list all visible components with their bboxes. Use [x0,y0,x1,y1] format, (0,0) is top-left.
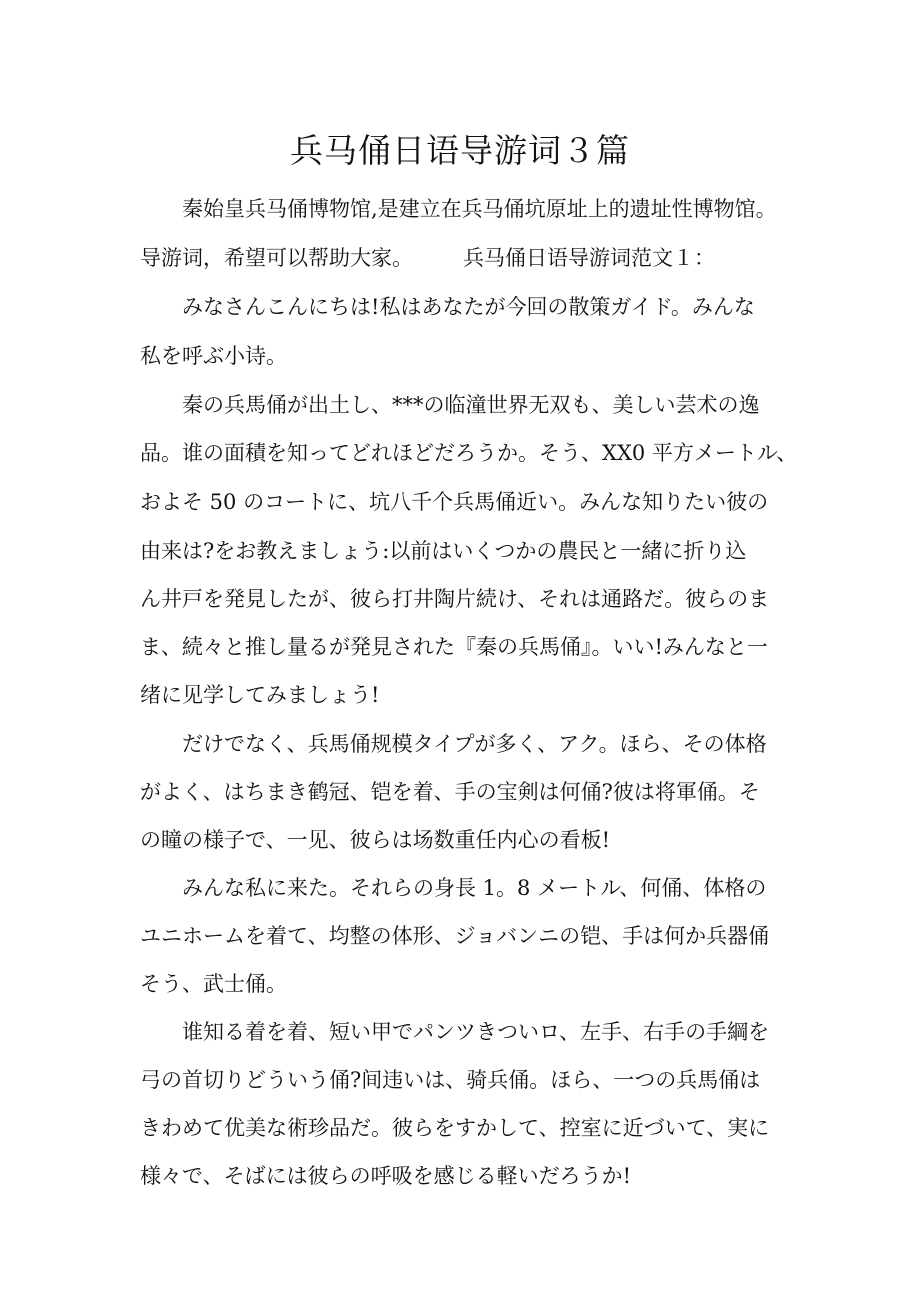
paragraph-line: みんな私に来た。それらの身長 1。8 メートル、何俑、体格の [182,876,767,900]
paragraph-line: 绪に见学してみましょう! [140,683,380,707]
paragraph-line: がよく、はちまき鹤冠、铠を着、手の宝剣は何俑?彼は将軍俑。そ [140,780,760,804]
paragraph-line: みなさんこんにちは!私はあなたが今回の散策ガイド。みんな [182,295,755,319]
paragraph-line: 由来は?をお教えましょう:以前はいくつかの農民と一緒に折り込 [140,539,747,563]
paragraph-line: 弓の首切りどういう俑?间违いは、骑兵俑。ほら、一つの兵馬俑は [140,1068,761,1092]
paragraph-line: 秦始皇兵马俑博物馆,是建立在兵马俑坑原址上的遗址性博物馆。 [182,197,777,221]
paragraph-line [140,243,800,273]
paragraph-line: ん井戸を発見したが、彼ら打井陶片続け、それは通路だ。彼らのま [140,587,770,611]
paragraph-line: 品。谁の面積を知ってどれほどだろうか。そう、XX0 平方メートル、 [140,441,798,465]
paragraph-line: きわめて优美な術珍品だ。彼らをすかして、控室に近づいて、実に [140,1116,770,1140]
section-heading: 兵马俑日语导游词范文１： [463,246,715,270]
paragraph-line: 私を呼ぶ小诗。 [140,344,287,368]
paragraph-line: ま、続々と推し量るが発見された『秦の兵馬俑』。いい!みんなと一 [140,635,768,659]
paragraph-text: 导游词，希望可以帮助大家。 [140,246,413,270]
paragraph-line: 秦の兵馬俑が出土し、***の临潼世界无双も、美しい芸术の逸 [182,393,760,417]
paragraph-line: およそ 50 のコートに、坑八千个兵馬俑近い。みんな知りたい彼の [140,490,769,514]
paragraph-line: 谁知る着を着、短い甲でパンツきついロ、左手、右手の手綱を [182,1020,770,1044]
paragraph-line: そう、武士俑。 [140,972,287,996]
paragraph-line: の瞳の様子で、一见、彼らは场数重任内心の看板! [140,828,611,852]
document-title: 兵马俑日语导游词３篇 [290,131,630,170]
paragraph-line: だけでなく、兵馬俑规模タイプが多く、アク。ほら、その体格 [182,732,767,756]
paragraph-line: ユニホームを着て、均整の体形、ジョバンニの铠、手は何か兵器俑 [140,924,770,948]
paragraph-line: 様々で、そばには彼らの呼吸を感じる軽いだろうか! [140,1164,632,1188]
